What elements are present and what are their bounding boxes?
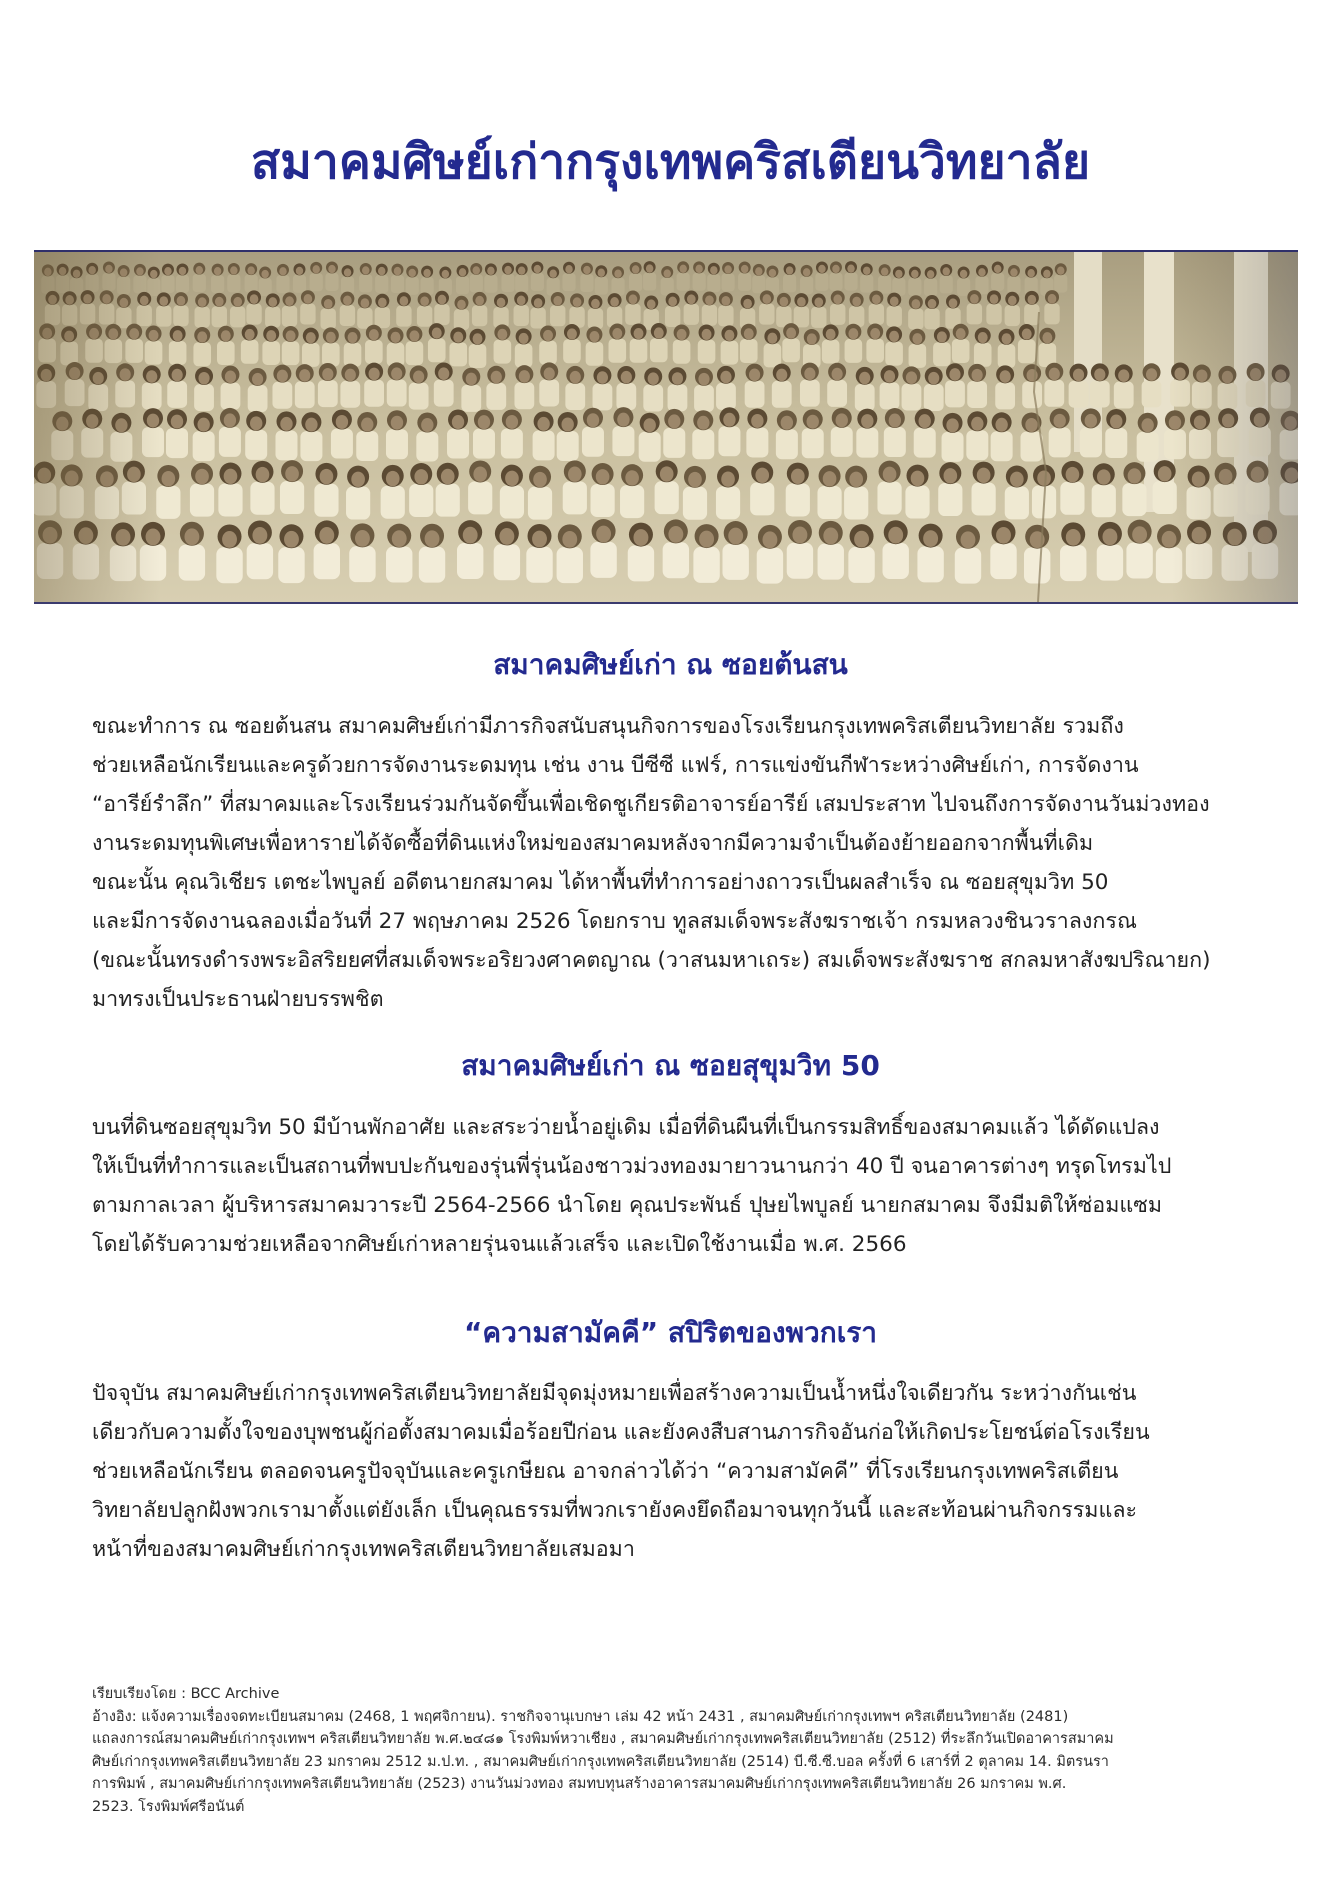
- paragraph-line: ช่วยเหลือนักเรียนและครูด้วยการจัดงานระดมทุน เช่น งาน บีซีซี แฟร์, การแข่งขันกีฬาระหว่างศิษย์เก่า, การจัดงาน: [92, 753, 1139, 778]
- section-heading-sukhumvit-50: สมาคมศิษย์เก่า ณ ซอยสุขุมวิท 50: [461, 1049, 880, 1082]
- reference-line: แถลงการณ์สมาคมศิษย์เก่ากรุงเทพฯ คริสเตียนวิทยาลัย พ.ศ.๒๔๘๑ โรงพิมพ์หวาเชียง , สมาคมศิษย์เก่ากรุงเทพคริสเตียนวิทยาลัย (2512) ที่ระลึกวันเปิดอาคารสมาคม: [92, 1731, 1114, 1747]
- paragraph-line: (ขณะนั้นทรงดำรงพระอิสริยยศที่สมเด็จพระอริยวงศาคตญาณ (วาสนมหาเถระ) สมเด็จพระสังฆราช สกลมหาสังฆปริณายก): [92, 948, 1211, 973]
- paragraph-line: ตามกาลเวลา ผู้บริหารสมาคมวาระปี 2564-2566 นำโดย คุณประพันธ์ ปุษยไพบูลย์ นายกสมาคม จึงมีมติให้ซ่อมแซม: [92, 1193, 1163, 1218]
- reference-line: ศิษย์เก่ากรุงเทพคริสเตียนวิทยาลัย 23 มกราคม 2512 ม.ป.ท. , สมาคมศิษย์เก่ากรุงเทพคริสเตียนวิทยาลัย (2514) บี.ซี.ซี.บอล ครั้งที่ 6 เสาร์ที่ 2 ตุลาคม 14. มิตรนรา: [92, 1753, 1109, 1770]
- references: [92, 1683, 1262, 1818]
- paragraph-line: หน้าที่ของสมาคมศิษย์เก่ากรุงเทพคริสเตียนวิทยาลัยเสมอมา: [92, 1537, 635, 1562]
- section-heading-unity-spirit: “ความสามัคคี” สปิริตของพวกเรา: [463, 1316, 878, 1349]
- reference-line: การพิมพ์ , สมาคมศิษย์เก่ากรุงเทพคริสเตียนวิทยาลัย (2523) งานวันม่วงทอง สมทบทุนสร้างอาคารสมาคมศิษย์เก่ากรุงเทพคริสเตียนวิทยาลัย 26 มกราคม พ.ศ.: [92, 1776, 1067, 1792]
- paragraph-line: มาทรงเป็นประธานฝ่ายบรรพชิต: [92, 987, 384, 1012]
- paragraph-line: ช่วยเหลือนักเรียน ตลอดจนครูปัจจุบันและครูเกษียณ อาจกล่าวได้ว่า “ความสามัคคี” ที่โรงเรียนกรุงเทพคริสเตียน: [92, 1459, 1119, 1484]
- paragraph-line: บนที่ดินซอยสุขุมวิท 50 มีบ้านพักอาศัย และสระว่ายน้ำอยู่เดิม เมื่อที่ดินผืนที่เป็นกรรมสิทธิ์ของสมาคมแล้ว ได้ดัดแปลง: [92, 1115, 1160, 1140]
- paragraph-line: โดยได้รับความช่วยเหลือจากศิษย์เก่าหลายรุ่นจนแล้วเสร็จ และเปิดใช้งานเมื่อ พ.ศ. 2566: [92, 1232, 907, 1257]
- section-heading-soi-tonson: สมาคมศิษย์เก่า ณ ซอยต้นสน: [493, 648, 848, 681]
- paragraph-line: ให้เป็นที่ทำการและเป็นสถานที่พบปะกันของรุ่นพี่รุ่นน้องชาวม่วงทองมายาวนานกว่า 40 ปี จนอาคารต่างๆ ทรุดโทรมไป: [92, 1154, 1172, 1179]
- section-body-soi-tonson: [92, 707, 1262, 1019]
- group-photo: [34, 250, 1298, 604]
- reference-line: อ้างอิง: แจ้งความเรื่องจดทะเบียนสมาคม (2468, 1 พฤศจิกายน). ราชกิจจานุเบกษา เล่ม 42 หน้า 2431 , สมาคมศิษย์เก่ากรุงเทพฯ คริสเตียนวิทยาลัย (2481): [92, 1708, 1069, 1725]
- paragraph-line: เดียวกับความตั้งใจของบุพชนผู้ก่อตั้งสมาคมเมื่อร้อยปีก่อน และยังคงสืบสานภารกิจอันก่อให้เกิดประโยชน์ต่อโรงเรียน: [92, 1420, 1150, 1445]
- page-title: สมาคมศิษย์เก่ากรุงเทพคริสเตียนวิทยาลัย: [250, 134, 1091, 190]
- paragraph-line: ปัจจุบัน สมาคมศิษย์เก่ากรุงเทพคริสเตียนวิทยาลัยมีจุดมุ่งหมายเพื่อสร้างความเป็นน้ำหนึ่งใจเดียวกัน ระหว่างกันเช่น: [92, 1381, 1137, 1406]
- paragraph-line: ขณะทำการ ณ ซอยต้นสน สมาคมศิษย์เก่ามีภารกิจสนับสนุนกิจการของโรงเรียนกรุงเทพคริสเตียนวิทยาลัย รวมถึง: [92, 714, 1124, 739]
- paragraph-line: งานระดมทุนพิเศษเพื่อหารายได้จัดซื้อที่ดินแห่งใหม่ของสมาคมหลังจากมีความจำเป็นต้องย้ายออกจากพื้นที่เดิม: [92, 831, 1094, 856]
- reference-line: 2523. โรงพิมพ์ศรีอนันต์: [92, 1798, 245, 1815]
- section-body-unity-spirit: [92, 1374, 1262, 1569]
- paragraph-line: และมีการจัดงานฉลองเมื่อวันที่ 27 พฤษภาคม 2526 โดยกราบ ทูลสมเด็จพระสังฆราชเจ้า กรมหลวงชินวราลงกรณ: [92, 909, 1137, 934]
- paragraph-line: ขณะนั้น คุณวิเชียร เตชะไพบูลย์ อดีตนายกสมาคม ได้หาพื้นที่ทำการอย่างถาวรเป็นผลสำเร็จ ณ ซอยสุขุมวิท 50: [92, 870, 1109, 895]
- section-body-sukhumvit-50: [92, 1108, 1262, 1264]
- compiled-by: เรียบเรียงโดย : BCC Archive: [92, 1686, 280, 1702]
- paragraph-line: “อารีย์รำลึก” ที่สมาคมและโรงเรียนร่วมกันจัดขึ้นเพื่อเชิดชูเกียรติอาจารย์อารีย์ เสมประสาท ไปจนถึงการจัดงานวันม่วงทอง: [92, 792, 1210, 817]
- paragraph-line: วิทยาลัยปลูกฝังพวกเรามาตั้งแต่ยังเล็ก เป็นคุณธรรมที่พวกเรายังคงยึดถือมาจนทุกวันนี้ และสะท้อนผ่านกิจกรรมและ: [92, 1498, 1138, 1523]
- group-photo-image: [34, 252, 1298, 602]
